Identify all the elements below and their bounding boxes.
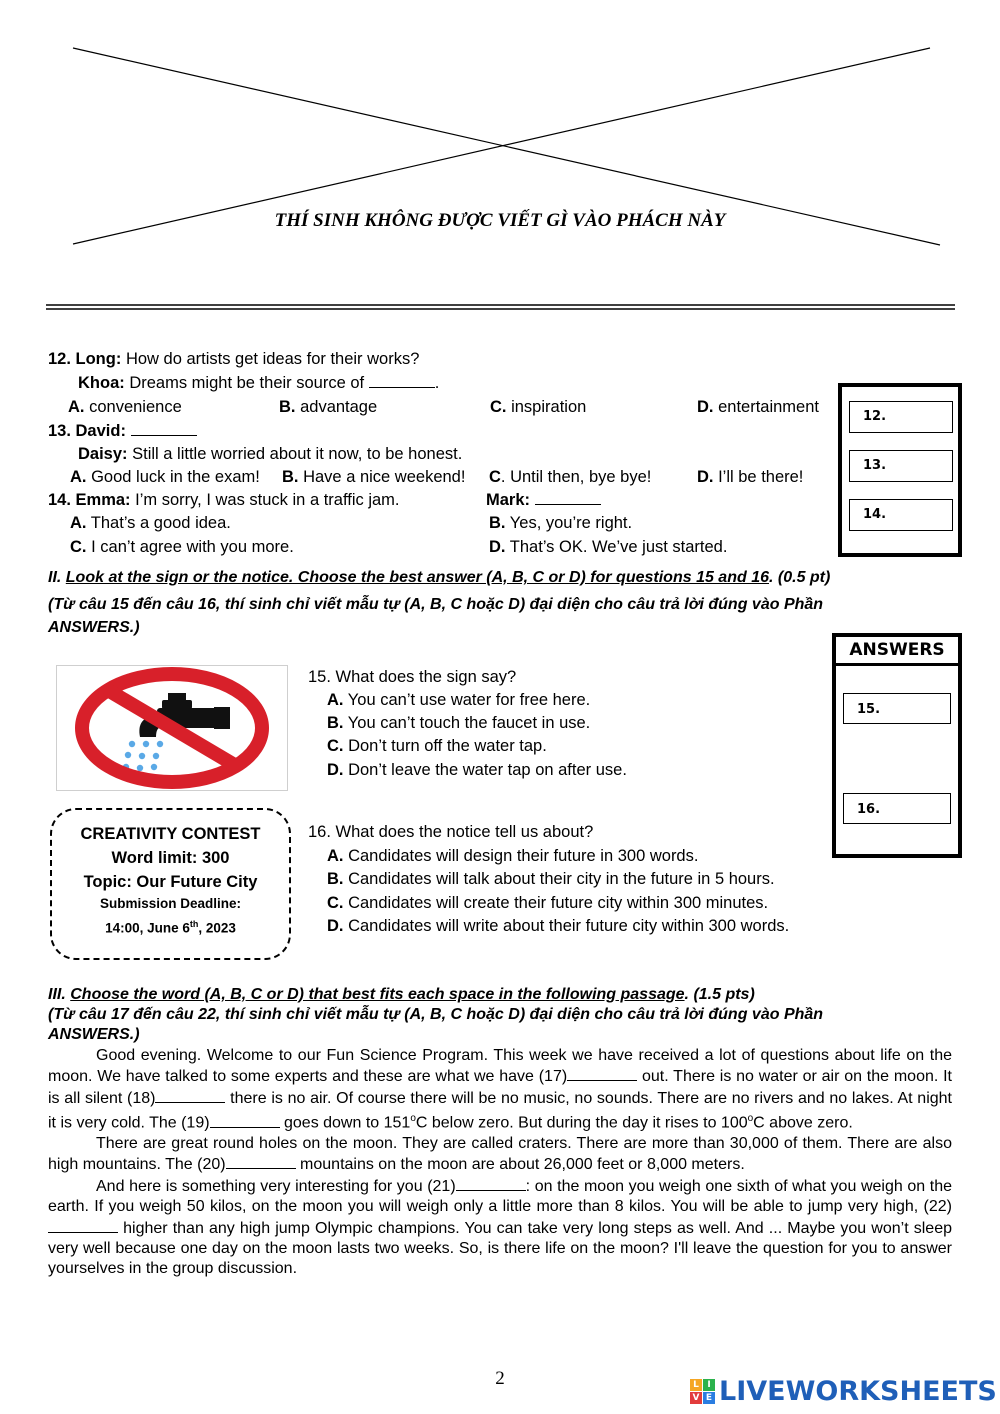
q13-option-a[interactable] — [70, 467, 260, 487]
blank-17[interactable] — [567, 1066, 637, 1081]
passage-text: mountains on the moon are about 26,000 feet or 8,000 meters. — [295, 1156, 745, 1174]
header-notice: THÍ SINH KHÔNG ĐƯỢC VIẾT GÌ VÀO PHÁCH NÀY — [274, 210, 726, 231]
page-number: 2 — [495, 1368, 505, 1389]
q14-option-a[interactable] — [70, 513, 231, 533]
q15-question — [308, 667, 516, 687]
q16-question — [308, 822, 593, 842]
blank-20[interactable] — [226, 1154, 296, 1169]
option-text: . Until then, bye bye! — [500, 468, 652, 486]
option-text: You can’t touch the faucet in use. — [343, 714, 591, 732]
option-letter: B. — [279, 398, 296, 416]
option-text: You can’t use water for free here. — [343, 691, 591, 709]
passage-text: And here is something very interesting for you (21) — [96, 1177, 456, 1195]
answer-field-12[interactable]: 12. — [849, 401, 953, 433]
section3-points: . (1.5 pts) — [684, 986, 755, 1003]
option-text: entertainment — [718, 398, 819, 416]
section2-note1: (Từ câu 15 đến câu 16, thí sinh chỉ viết mẫu tự (A, B, C hoặc D) đại diện cho câu trả lời đúng vào Phần — [48, 596, 824, 613]
option-letter: D. — [327, 917, 344, 935]
option-text: advantage — [300, 398, 378, 416]
q13-speaker1: 13. David: — [48, 422, 126, 440]
q16-option-d[interactable] — [327, 916, 789, 936]
option-text: I can’t agree with you more. — [91, 538, 294, 556]
q14-option-d[interactable] — [489, 537, 727, 557]
contest-deadline-label: Submission Deadline: — [99, 896, 242, 911]
passage-paragraph-3 — [48, 1176, 952, 1280]
q13-option-b[interactable] — [282, 467, 465, 487]
answer-field-14[interactable]: 14. — [849, 499, 953, 531]
option-letter: A. — [327, 847, 344, 865]
contest-deadline — [52, 914, 289, 939]
option-letter: B. — [489, 514, 506, 532]
q15-text: What does the sign say? — [330, 668, 517, 686]
blank-18[interactable] — [155, 1088, 225, 1103]
q16-option-a[interactable] — [327, 846, 698, 866]
option-text: Candidates will write about their future city within 300 words. — [343, 917, 790, 935]
q12-option-b[interactable] — [279, 397, 377, 417]
section3-heading — [48, 986, 755, 1004]
answer-field-15[interactable]: 15. — [843, 693, 951, 724]
grid-cell: L — [690, 1379, 702, 1391]
option-text: Don’t leave the water tap on after use. — [343, 761, 627, 779]
passage-text: Good evening. Welcome to our Fun Science Program. This week we have received a lot of questions about life on the moon. We have talked to some experts and these are what we have (17) — [48, 1047, 952, 1086]
q13-line2 — [78, 444, 462, 464]
option-letter: C. — [327, 737, 344, 755]
option-letter: D. — [327, 761, 344, 779]
brand-text: LIVEWORKSHEETS — [719, 1375, 997, 1407]
degree-sup: o — [410, 1113, 416, 1125]
option-letter: A. — [68, 398, 85, 416]
passage-text: C above zero. — [753, 1114, 853, 1132]
passage-paragraph-2 — [48, 1134, 952, 1176]
live-grid-icon — [690, 1379, 715, 1404]
contest-title: CREATIVITY CONTEST — [80, 825, 261, 843]
passage-text: out. There is no water or air on the moon. It is all silent (18) — [48, 1068, 952, 1107]
q12-line2 — [78, 373, 439, 393]
section3-note2: ANSWERS.) — [48, 1026, 140, 1043]
q12-speaker2: Khoa: — [78, 374, 125, 392]
answer-field-16[interactable]: 16. — [843, 793, 951, 824]
option-letter: B. — [327, 870, 344, 888]
q14-speaker2: Mark: — [486, 491, 531, 509]
q13-blank[interactable] — [131, 421, 197, 436]
contest-limit: Word limit: 300 — [111, 849, 230, 867]
section2-points: . (0.5 pt) — [769, 569, 831, 586]
q15-option-b[interactable] — [327, 713, 590, 733]
option-text: Good luck in the exam! — [91, 468, 260, 486]
q12-text1: How do artists get ideas for their works? — [125, 350, 420, 368]
passage-text: higher than any high jump Olympic champions. You can take very long steps as well. And ... Maybe you won’t sleep very well because one day on the moon lasts two weeks. So, is there life on the moon? I'll leave the question for you to answer yourselves in the group discussion. — [48, 1219, 952, 1278]
option-letter: D. — [697, 398, 714, 416]
q14-line1 — [48, 490, 400, 510]
q12-blank[interactable] — [369, 373, 435, 388]
q14-speaker1: 14. Emma: — [48, 491, 131, 509]
option-letter: D. — [489, 538, 506, 556]
q12-text2: Dreams might be their source of — [129, 374, 369, 392]
q14-blank[interactable] — [535, 490, 601, 505]
degree-sup: o — [747, 1113, 754, 1125]
blank-21[interactable] — [456, 1176, 526, 1191]
q12-option-d[interactable] — [697, 397, 819, 417]
option-text: Yes, you’re right. — [509, 514, 633, 532]
blank-22[interactable] — [48, 1218, 118, 1233]
deadline-sup: th — [189, 919, 199, 929]
grid-cell: E — [703, 1392, 715, 1404]
option-letter: A. — [327, 691, 344, 709]
q16-option-c[interactable] — [327, 893, 768, 913]
option-letter: C. — [70, 538, 87, 556]
grid-cell: V — [690, 1392, 702, 1404]
q13-line1 — [48, 421, 197, 441]
section2-num: II. — [48, 569, 66, 586]
q15-option-c[interactable] — [327, 736, 547, 756]
option-text: inspiration — [511, 398, 587, 416]
q12-line1 — [48, 349, 419, 369]
answer-box-15-16 — [832, 633, 962, 858]
option-letter: C. — [490, 398, 507, 416]
option-text: Don’t turn off the water tap. — [343, 737, 547, 755]
option-letter: A. — [70, 514, 87, 532]
q15-option-d[interactable] — [327, 760, 627, 780]
section2-heading — [48, 569, 830, 587]
option-text: I’ll be there! — [718, 468, 804, 486]
option-text: Candidates will create their future city within 300 minutes. — [343, 894, 769, 912]
q15-num: 15. — [308, 668, 331, 686]
option-text: That’s OK. We’ve just started. — [509, 538, 728, 556]
option-letter: C — [489, 468, 501, 486]
option-text: Have a nice weekend! — [303, 468, 466, 486]
q15-option-a[interactable] — [327, 690, 590, 710]
q12-option-c[interactable] — [490, 397, 586, 417]
q12-option-a[interactable] — [68, 397, 182, 417]
option-letter: A. — [70, 468, 87, 486]
passage-text: There are great round holes on the moon. They are called craters. There are more than 30,000 of them. There are also high mountains. The (20) — [48, 1134, 952, 1174]
q16-text: What does the notice tell us about? — [330, 823, 594, 841]
q13-option-d[interactable] — [697, 467, 803, 487]
q14-option-b[interactable] — [489, 513, 632, 533]
answers-title: ANSWERS — [836, 637, 958, 666]
option-text: Candidates will talk about their city in the future in 5 hours. — [343, 870, 775, 888]
option-text: convenience — [89, 398, 182, 416]
q13-text2: Still a little worried about it now, to be honest. — [132, 445, 463, 463]
answer-field-13[interactable]: 13. — [849, 450, 953, 482]
option-letter: D. — [697, 468, 714, 486]
contest-topic: Topic: Our Future City — [83, 873, 258, 891]
q16-option-b[interactable] — [327, 869, 775, 889]
section2-title: Look at the sign or the notice. Choose the best answer (A, B, C or D) for questions 15 and 16 — [65, 569, 769, 586]
option-text: That’s a good idea. — [90, 514, 231, 532]
passage-paragraph-1 — [48, 1046, 952, 1134]
passage-text: goes down to 151 — [279, 1114, 411, 1132]
section2-note2: ANSWERS.) — [48, 619, 140, 636]
section3-title: Choose the word (A, B, C or D) that best fits each space in the following passage — [70, 986, 685, 1003]
q12-end: . — [434, 374, 440, 392]
q16-num: 16. — [308, 823, 331, 841]
contest-notice — [50, 808, 291, 960]
passage — [48, 1046, 952, 1280]
no-water-sign — [56, 665, 288, 791]
q14-text1: I’m sorry, I was stuck in a traffic jam. — [135, 491, 400, 509]
option-letter: B. — [327, 714, 344, 732]
grid-cell: I — [703, 1379, 715, 1391]
section3-num: III. — [48, 986, 71, 1003]
deadline-date: 14:00, June 6 — [105, 920, 190, 936]
header-cross-lines — [0, 0, 1000, 320]
passage-text: C below zero. But during the day it rises to 100 — [415, 1114, 748, 1132]
passage-text: there is no air. Of course there will be no music, no sounds. There are no rivers and no lakes. At night it is very cold. The (19) — [48, 1089, 953, 1132]
liveworksheets-logo[interactable] — [690, 1375, 997, 1407]
section3-note1: (Từ câu 17 đến câu 22, thí sinh chỉ viết mẫu tự (A, B, C hoặc D) đại diện cho câu trả lời đúng vào Phần — [48, 1006, 824, 1023]
option-letter: B. — [282, 468, 299, 486]
blank-19[interactable] — [210, 1113, 280, 1128]
q14-line2 — [486, 490, 601, 510]
passage-text: : on the moon you weigh one sixth of what you weigh on the earth. If you weigh 50 kilos, on the moon you will weigh only a little more than 8 kilos. You will be able to jump very high, (22) — [48, 1177, 952, 1216]
q12-speaker1: 12. Long: — [48, 350, 122, 368]
option-text: Candidates will design their future in 300 words. — [343, 847, 699, 865]
answer-box-12-14 — [838, 383, 962, 557]
q14-option-c[interactable] — [70, 537, 294, 557]
option-letter: C. — [327, 894, 344, 912]
q13-speaker2: Daisy: — [78, 445, 128, 463]
q13-option-c[interactable] — [489, 467, 651, 487]
deadline-year: , 2023 — [198, 920, 236, 936]
